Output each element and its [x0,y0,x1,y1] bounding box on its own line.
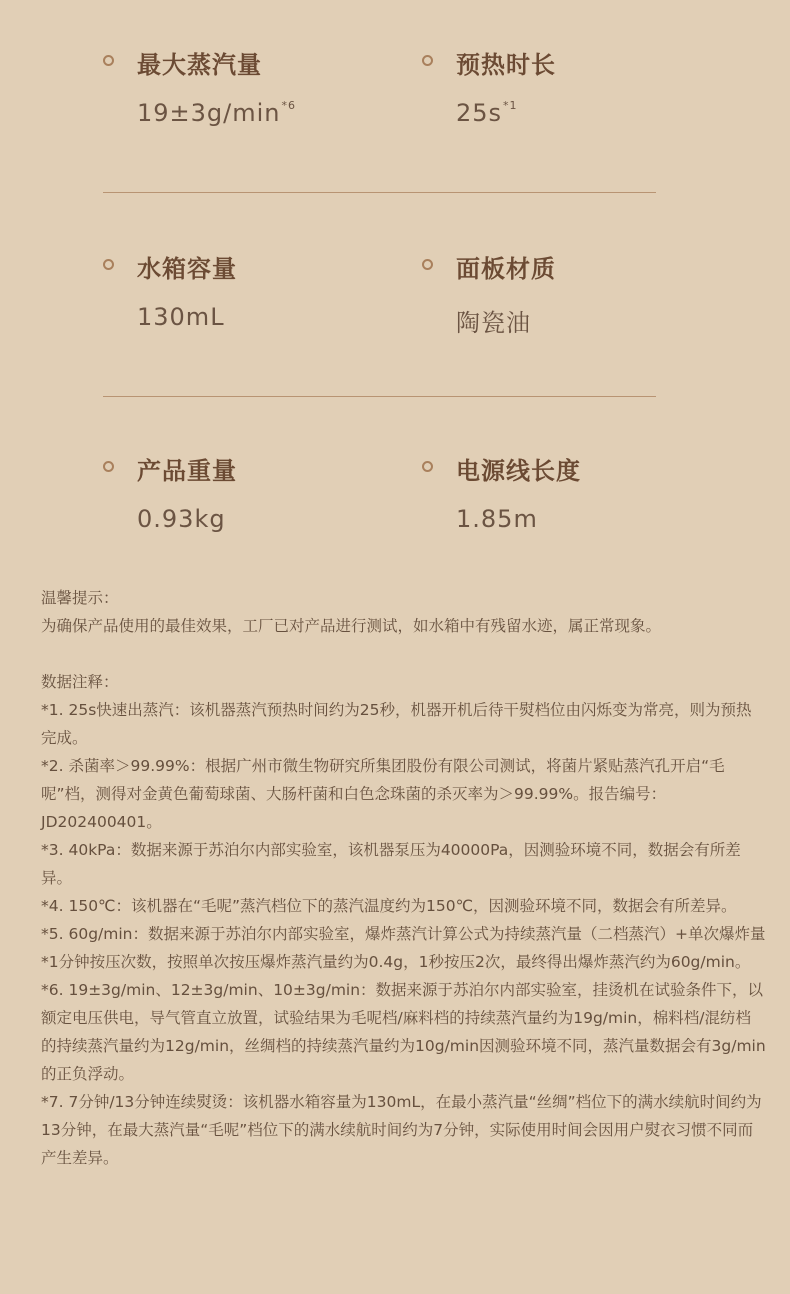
spec-label: 最大蒸汽量 [137,51,262,79]
notes-title: 数据注释： [41,673,119,691]
spec-value: $19\pm 3g/\min^{*6}$ [137,99,296,127]
note-item: *5. 60g/min：数据来源于苏泊尔内部实验室，爆炸蒸汽计算公式为持续蒸汽量（二档蒸汽）+单次爆炸量*1分钟按压次数，按照单次按压爆炸蒸汽量约为0.4g，1秒按压2次，最终得出爆炸蒸汽约为60g/min。 [41,925,766,971]
spec-value: $25s^{*1}$ [456,99,518,127]
note-item: *3. 40kPa：数据来源于苏泊尔内部实验室，该机器泵压为40000Pa，因测验环境不同，数据会有所差异。 [41,841,741,887]
divider [103,396,656,397]
spec-label: 水箱容量 [137,255,237,283]
tip-text: 为确保产品使用的最佳效果，工厂已对产品进行测试，如水箱中有残留水迹，属正常现象。 [41,617,662,635]
note-item: *6. 19±3g/min、12±3g/min、10±3g/min：数据来源于苏泊尔内部实验室，挂烫机在试验条件下，以额定电压供电，导气管直立放置，试验结果为毛呢档/麻料档的持续蒸汽量约为19g/min，棉料档/混纺档的持续蒸汽量约为12g/min，丝绸档的持续蒸汽量约为10g/min因测验环境不同，蒸汽量数据会有3g/min的正负浮动。 [41,981,766,1083]
notes-section [41,584,766,1172]
bullet-icon [103,55,114,66]
bullet-icon [103,461,114,472]
spec-value: 陶瓷油 [456,309,531,337]
bullet-icon [422,55,433,66]
note-item: *2. 杀菌率＞99.99%：根据广州市微生物研究所集团股份有限公司测试，将菌片紧贴蒸汽孔开启“毛呢”档，测得对金黄色葡萄球菌、大肠杆菌和白色念珠菌的杀灭率为＞99.99%。报告编号：JD202400401。 [41,757,725,831]
spec-value: 130mL [137,303,225,331]
spec-value: 1.85m [456,505,538,533]
note-item: *7. 7分钟/13分钟连续熨烫：该机器水箱容量为130mL，在最小蒸汽量“丝绸”档位下的满水续航时间约为13分钟，在最大蒸汽量“毛呢”档位下的满水续航时间约为7分钟，实际使用时间会因用户熨衣习惯不同而产生差异。 [41,1093,762,1167]
spec-label: 电源线长度 [456,457,581,485]
spec-value: 0.93kg [137,505,226,533]
bullet-icon [422,461,433,472]
note-item: *1. 25s快速出蒸汽：该机器蒸汽预热时间约为25秒，机器开机后待干熨档位由闪烁变为常亮，则为预热完成。 [41,701,752,747]
tip-title: 温馨提示： [41,589,119,607]
spec-label: 面板材质 [456,255,556,283]
bullet-icon [422,259,433,270]
bullet-icon [103,259,114,270]
note-item: *4. 150℃：该机器在“毛呢”蒸汽档位下的蒸汽温度约为150℃，因测验环境不同，数据会有所差异。 [41,897,737,915]
spec-label: 产品重量 [137,457,237,485]
spec-label: 预热时长 [456,51,556,79]
divider [103,192,656,193]
